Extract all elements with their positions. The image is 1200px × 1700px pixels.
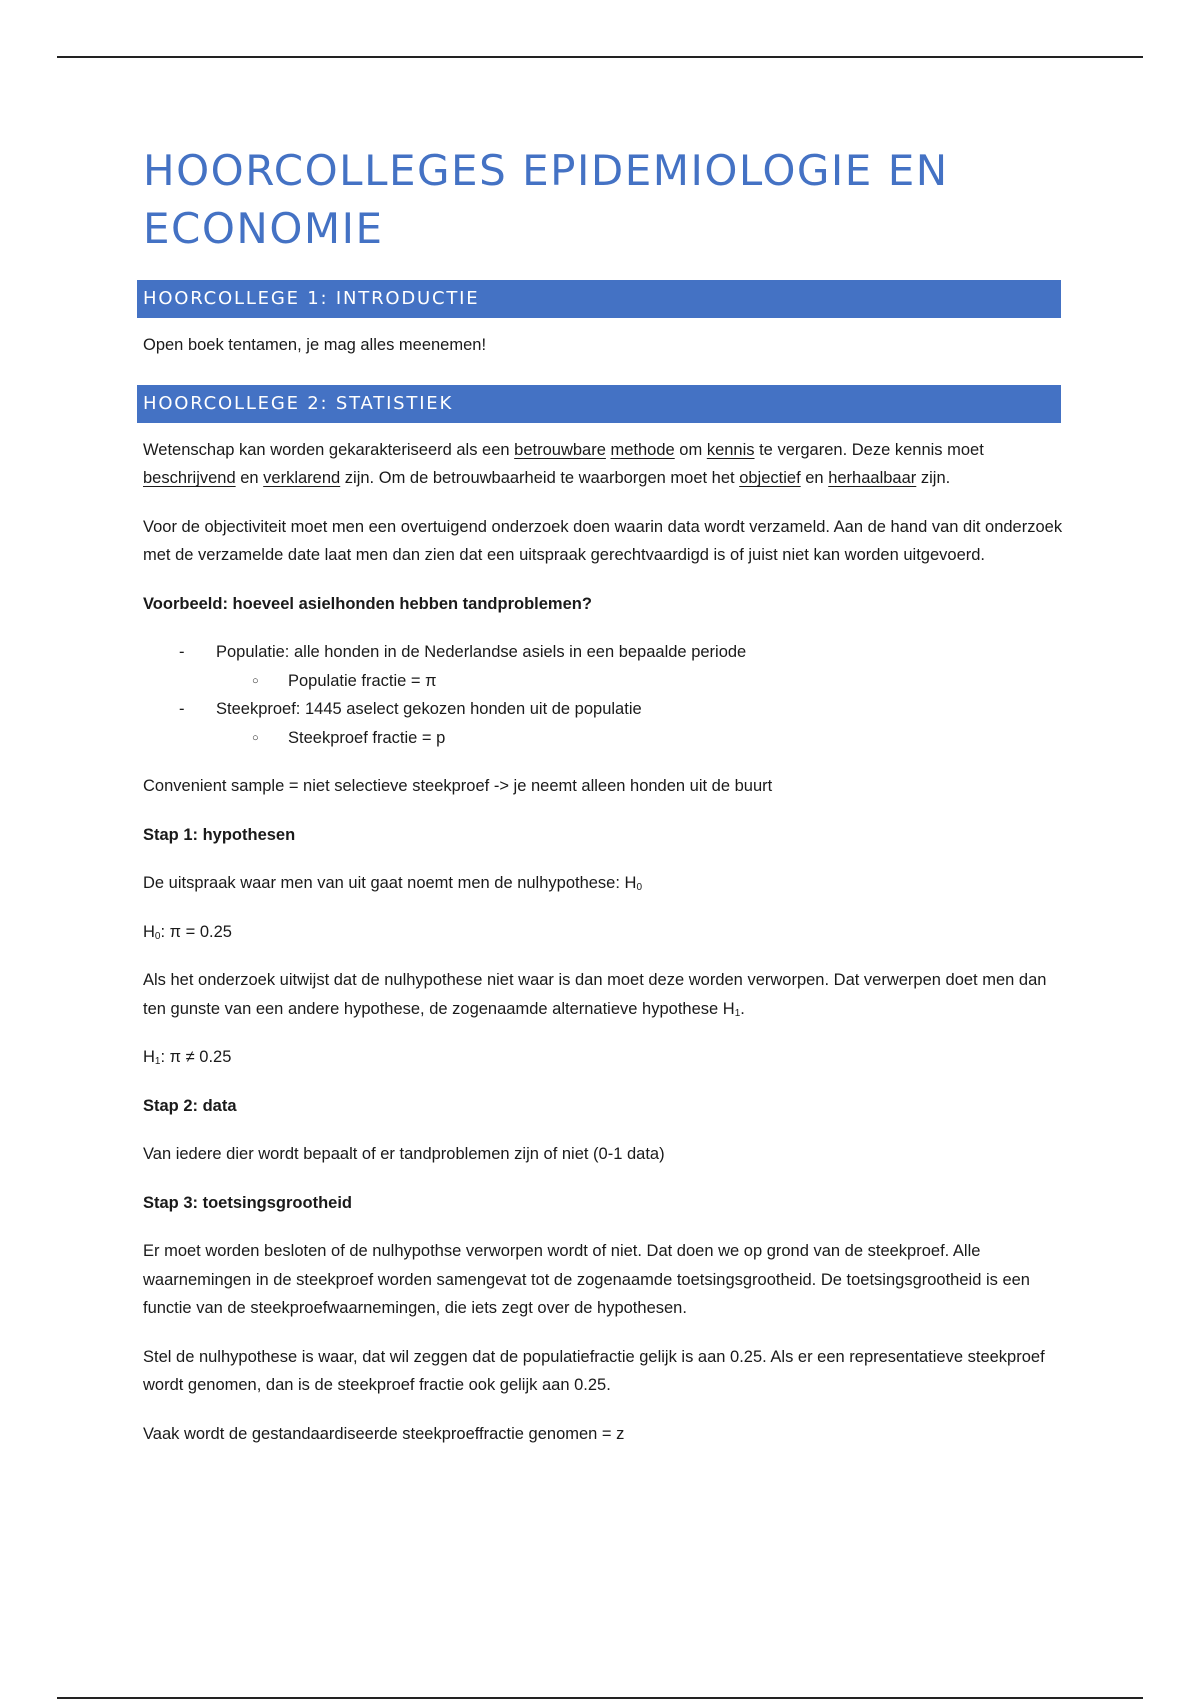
underlined-term: objectief [739,469,801,487]
example-list [143,638,1063,752]
section-1-text: Open boek tentamen, je mag alles meenemen! [143,336,487,354]
document-title: HOORCOLLEGES EPIDEMIOLOGIE EN ECONOMIE [143,146,949,253]
list-item: - Steekproef: 1445 aselect gekozen honden uit de populatie ○ Steekproef fractie = p [143,695,1063,752]
h1-formula: $H_1$: π ≠ 0.25 [143,1048,232,1067]
underlined-term: herhaalbaar [828,469,917,487]
footer-rule [57,1697,1143,1699]
step-3-paragraph-3: Vaak wordt de gestandaardiseerde steekproeffractie genomen = z [143,1424,625,1443]
underlined-term: betrouwbare [514,440,606,459]
list-sub-item: ○ Populatie fractie = π [216,667,1063,696]
step-3-paragraph-1: Er moet worden besloten of de nulhypothse verworpen wordt of niet. Dat doen we op grond van de steekproef. Alle waarnemingen in de steekproef worden samengevat tot de zogenaamde toetsingsgrootheid. De toetsingsgrootheid is een functie van de steekproefwaarnemingen, die iets zegt over de hypothesen. [143,1242,1030,1317]
step-2-text: Van iedere dier wordt bepaalt of er tandproblemen zijn of niet (0-1 data) [143,1145,665,1163]
underlined-term: kennis [706,440,755,459]
step-3-heading: Stap 3: toetsingsgrootheid [143,1193,353,1212]
paragraph-objectiviteit: Voor de objectiviteit moet men een overtuigend onderzoek doen waarin data wordt verzameld. Aan de hand van dit onderzoek met de verzamelde date laat men dan zien dat een uitspraak gerechtvaardigd is of juist niet kan worden uitgevoerd. [143,517,1063,564]
header-rule [57,56,1143,58]
section-heading-hoorcollege-2: HOORCOLLEGE 2: STATISTIEK [137,385,1061,423]
underlined-term: methode [610,440,675,459]
paragraph-wetenschap: Wetenschap kan worden gekarakteriseerd als een betrouwbare methode om kennis te vergaren. Deze kennis moet beschrijvend en verklarend zijn. Om de betrouwbaarheid te waarborgen moet het objectief en herhaalbaar zijn. [143,440,984,487]
step-1-text: De uitspraak waar men van uit gaat noemt men de nulhypothese: $H_0$ [143,874,643,893]
underlined-term: beschrijvend [143,469,236,487]
underlined-term: verklarend [263,469,341,487]
h0-formula: $H_0$: π = 0.25 [143,922,232,942]
step-1-heading: Stap 1: hypothesen [143,825,296,844]
step-2-heading: Stap 2: data [143,1096,237,1115]
list-item: - Populatie: alle honden in de Nederlandse asiels in een bepaalde periode ○ Populatie fractie = π [143,638,1063,695]
document-body [143,142,1063,1448]
list-sub-item: ○ Steekproef fractie = p [216,724,1063,753]
section-heading-hoorcollege-1: HOORCOLLEGE 1: INTRODUCTIE [137,280,1061,318]
convenient-sample-text: Convenient sample = niet selectieve steekproef -> je neemt alleen honden uit de buurt [143,777,773,795]
step-3-paragraph-2: Stel de nulhypothese is waar, dat wil zeggen dat de populatiefractie gelijk is aan 0.25. Als er een representatieve steekproef wordt genomen, dan is de steekproef fractie ook gelijk aan 0.25. [143,1347,1045,1394]
example-heading: Voorbeeld: hoeveel asielhonden hebben tandproblemen? [143,594,592,613]
alternative-hypothesis-text: Als het onderzoek uitwijst dat de nulhypothese niet waar is dan moet deze worden verworpen. Dat verwerpen doet men dan ten gunste van een andere hypothese, de zogenaamde alternatieve hypothese $H_1$. [143,971,1047,1019]
